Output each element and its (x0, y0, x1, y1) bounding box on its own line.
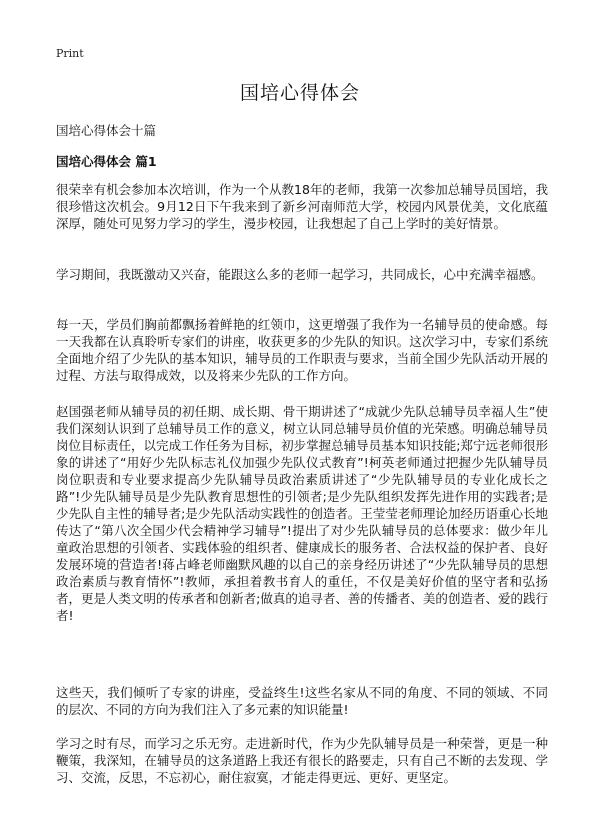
paragraph: 这些天，我们倾听了专家的讲座，受益终生!这些名家从不同的角度、不同的领域、不同的层次、不同的方向为我们注入了多元素的知识能量! (56, 685, 548, 717)
paragraph: 每一天，学员们胸前都飘扬着鲜艳的红领巾，这更增强了我作为一名辅导员的使命感。每一天我都在认真聆听专家们的讲座，收获更多的少先队的知识。这次学习中，专家们系统全面地介绍了少先队的基本知识，辅导员的工作职责与要求，当前全国少先队活动开展的过程、方法与取得成效，以及将来少先队的工作方向。 (56, 317, 548, 383)
paragraph: 很荣幸有机会参加本次培训，作为一个从教18年的老师，我第一次参加总辅导员国培，我很珍惜这次机会。9月12日下午我来到了新乡河南师范大学，校园内风景优美，文化底蕴深厚，随处可见努力学习的学生，漫步校园，让我想起了自己上学时的美好情景。 (56, 182, 548, 231)
print-link[interactable]: Print (56, 47, 84, 60)
paragraph: 学习之时有尽，而学习之乐无穷。走进新时代，作为少先队辅导员是一种荣誉，更是一种鞭策，我深知，在辅导员的这条道路上我还有很长的路要走，只有自己不断的去发现、学习、交流，反思，不忘初心，耐住寂寞，才能走得更远、更好、更坚定。 (56, 736, 548, 785)
paragraph: 学习期间，我既激动又兴奋，能跟这么多的老师一起学习，共同成长，心中充满幸福感。 (56, 267, 544, 282)
section-heading: 国培心得体会 篇1 (56, 154, 157, 169)
document-title: 国培心得体会 (239, 82, 360, 104)
document-subtitle: 国培心得体会十篇 (56, 123, 157, 138)
paragraph: 赵国强老师从辅导员的初任期、成长期、骨干期讲述了“成就少先队总辅导员幸福人生”使我们深刻认识到了总辅导员工作的意义，树立认同总辅导员价值的光荣感。明确总辅导员岗位目标责任，以完成工作任务为目标，初步掌握总辅导员基本知识技能;郑宁远老师很形象的讲述了“用好少先队标志礼仪加强少先队仪式教育”!柯英老师通过把握少先队辅导员岗位职责和专业要求提高少先队辅导员政治素质讲述了“少先队辅导员的专业化成长之路”!少先队辅导员是少先队教育思想性的引领者;是少先队组织发挥先进作用的实践者;是少先队自主性的辅导者;是少先队活动实践性的创造者。王莹莹老师理论加经历语重心长地传达了“第八次全国少代会精神学习辅导”!提出了对少先队辅导员的总体要求：做少年儿童政治思想的引领者、实践体验的组织者、健康成长的服务者、合法权益的保护者、良好发展环境的营造者!蒋占峰老师幽默风趣的以自己的亲身经历讲述了“少先队辅导员的思想政治素质与教育情怀”!教师，承担着教书育人的重任，不仅是美好价值的坚守者和弘扬者，更是人类文明的传承者和创新者;做真的追寻者、善的传播者、美的创造者、爱的践行者! (56, 404, 548, 623)
